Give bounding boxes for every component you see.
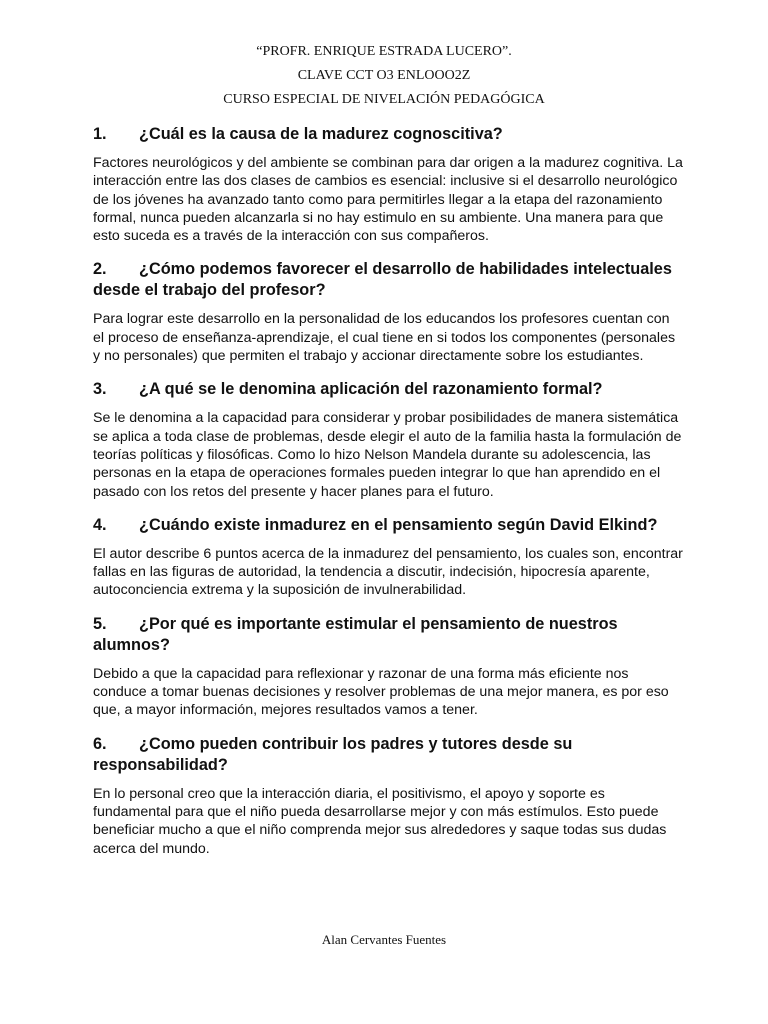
question-answer: El autor describe 6 puntos acerca de la inmadurez del pensamiento, los cuales son, encontrar fallas en las figuras de autoridad, la tendencia a discutir, indecisión, hipocresía aparente, autoconciencia extrema y la suposición de invulnerabilidad. xyxy=(93,545,683,599)
question-title xyxy=(93,734,683,776)
course-title: CURSO ESPECIAL DE NIVELACIÓN PEDAGÓGICA xyxy=(223,92,545,107)
question-number: 4. xyxy=(93,515,107,534)
question-answer: Para lograr este desarrollo en la personalidad de los educandos los profesores cuentan con el proceso de enseñanza-aprendizaje, el cual tiene en si todos los componentes (personales y no personales) que permiten el trabajo y accionar directamente sobre los estudiantes. xyxy=(93,311,676,365)
question-text: ¿Cuándo existe inmadurez en el pensamiento según David Elkind? xyxy=(139,515,658,534)
question-text: ¿A qué se le denomina aplicación del razonamiento formal? xyxy=(139,380,603,399)
document-header xyxy=(0,40,768,112)
question-title xyxy=(93,614,683,656)
question-answer: Factores neurológicos y del ambiente se combinan para dar origen a la madurez cognitiva. La interacción entre las dos clases de cambios es esencial: inclusive si el desarrollo neurológico de los jóvenes ha avanzado tanto como para permitirles llegar a la etapa del razonamiento formal, nunca pueden alcanzarla si no hay estimulo en su ambiente. Una manera para que esto suceda es a través de la interacción con sus compañeros. xyxy=(93,155,683,245)
author-name: Alan Cervantes Fuentes xyxy=(321,932,447,947)
question-answer: En lo personal creo que la interacción diaria, el positivismo, el apoyo y soporte es fundamental para que el niño pueda desarrollarse mejor y con más estímulos. Esto puede beneficiar mucho a que el niño comprenda mejor sus alrededores y saque todas sus dudas acerca del mundo. xyxy=(93,785,667,857)
question-item xyxy=(93,734,683,858)
question-answer: Debido a que la capacidad para reflexionar y razonar de una forma más eficiente nos conduce a tomar buenas decisiones y resolver problemas de una mejor manera, es por eso que, a mayor información, mejores resultados vamos a tener. xyxy=(93,665,669,719)
question-item xyxy=(93,614,683,720)
questions-list xyxy=(93,124,683,872)
question-text: ¿Cómo podemos favorecer el desarrollo de habilidades intelectuales desde el trabajo del profesor? xyxy=(93,260,672,300)
question-number: 5. xyxy=(93,614,107,633)
question-title xyxy=(93,515,683,536)
question-title xyxy=(93,259,683,301)
question-number: 2. xyxy=(93,260,107,279)
question-answer: Se le denomina a la capacidad para considerar y probar posibilidades de manera sistemática se aplica a toda clase de problemas, desde elegir el auto de la familia hasta la formulación de teorías políticas y filosóficas. Como lo hizo Nelson Mandela durante su adolescencia, las personas en la etapa de operaciones formales pueden integrar lo que han aprendido en el pasado con los retos del presente y hacer planes para el futuro. xyxy=(93,410,682,500)
question-text: ¿Como pueden contribuir los padres y tutores desde su responsabilidad? xyxy=(93,734,573,774)
question-number: 6. xyxy=(93,734,107,753)
school-name: “PROFR. ENRIQUE ESTRADA LUCERO”. xyxy=(256,44,512,59)
question-item xyxy=(93,124,683,245)
question-number: 1. xyxy=(93,125,107,143)
question-text: ¿Cuál es la causa de la madurez cognoscitiva? xyxy=(139,125,503,143)
question-title xyxy=(93,124,683,145)
question-text: ¿Por qué es importante estimular el pensamiento de nuestros alumnos? xyxy=(93,614,618,654)
question-item xyxy=(93,259,683,365)
question-title xyxy=(93,379,683,400)
question-item xyxy=(93,515,683,600)
question-number: 3. xyxy=(93,380,107,399)
question-item xyxy=(93,379,683,500)
school-code: CLAVE CCT O3 ENLOOO2Z xyxy=(297,68,471,83)
